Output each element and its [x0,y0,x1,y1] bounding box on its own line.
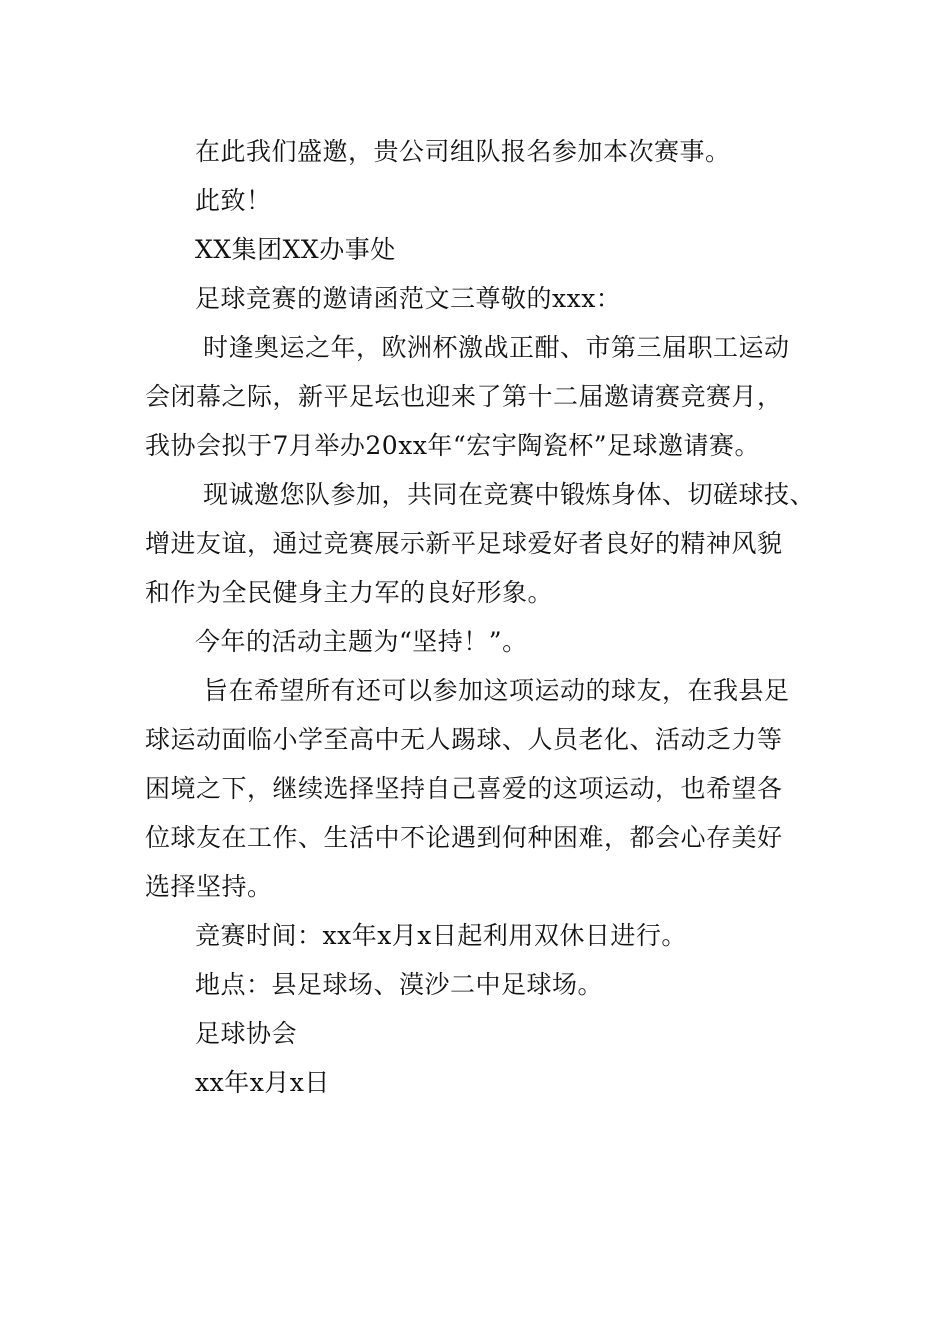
theme-line: 今年的活动主题为“坚持！”。 [195,627,528,656]
sender-office: XX集团XX办事处 [195,235,396,264]
competition-place: 地点：县足球场、漠沙二中足球场。 [195,970,604,999]
letter-body [145,127,815,1107]
section-heading: 足球竞赛的邀请函范文三尊敬的xxx： [195,284,622,313]
salutation-closing: 此致！ [195,186,272,215]
paragraph-line: 我协会拟于7月举办20xx年“宏宇陶瓷杯”足球邀请赛。 [145,431,760,460]
paragraph-invitation [145,470,815,617]
paragraph-line: 球运动面临小学至高中无人踢球、人员老化、活动乏力等 [145,725,783,754]
signature: 足球协会 [195,1019,298,1048]
paragraph-intro [145,323,815,470]
paragraph-line: 困境之下，继续选择坚持自己喜爱的这项运动，也希望各 [145,774,783,803]
paragraph-line: 位球友在工作、生活中不论遇到何种困难，都会心存美好 [145,823,783,852]
competition-time: 竞赛时间：xx年x月x日起利用双休日进行。 [195,921,687,950]
paragraph-line: 现诚邀您队参加，共同在竞赛中锻炼身体、切磋球技、 [203,480,816,509]
paragraph-purpose [145,666,815,911]
paragraph-line: 选择坚持。 [145,872,273,901]
paragraph-line: 时逢奥运之年，欧洲杯激战正酣、市第三届职工运动 [203,333,790,362]
paragraph-line: 增进友谊，通过竞赛展示新平足球爱好者良好的精神风貌 [145,529,783,558]
paragraph-line: 会闭幕之际，新平足坛也迎来了第十二届邀请赛竞赛月， [145,382,783,411]
paragraph-line: 旨在希望所有还可以参加这项运动的球友，在我县足 [203,676,790,705]
invitation-line: 在此我们盛邀，贵公司组队报名参加本次赛事。 [195,137,731,166]
paragraph-line: 和作为全民健身主力军的良好形象。 [145,578,554,607]
date: xx年x月x日 [195,1068,330,1097]
